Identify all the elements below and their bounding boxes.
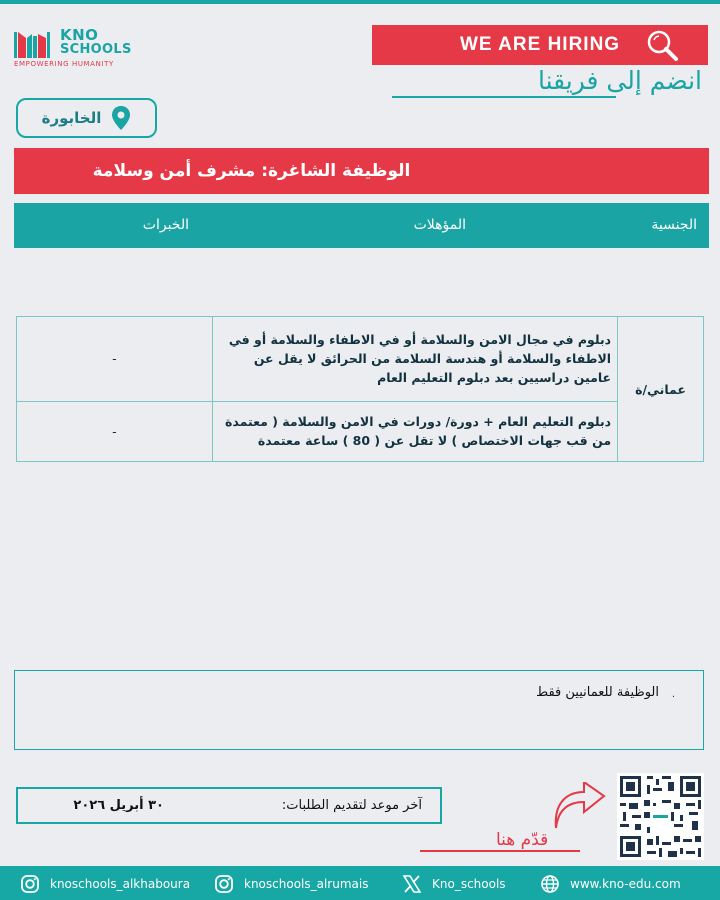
logo-mark-icon <box>14 28 54 58</box>
logo-name-line2: SCHOOLS <box>60 42 132 57</box>
instagram-handle-alrumais[interactable]: knoschools_alrumais <box>244 877 369 891</box>
top-accent-line <box>0 0 720 4</box>
location-badge <box>16 98 157 138</box>
job-title: الوظيفة الشاغرة: مشرف أمن وسلامة <box>92 161 411 181</box>
website-link[interactable]: www.kno-edu.com <box>570 877 681 891</box>
column-nationality: الجنسية <box>651 217 697 233</box>
note-text: الوظيفة للعمانيين فقط <box>536 685 659 700</box>
qualification-cell: دبلوم في مجال الامن والسلامة أو في الاطفاء والسلامة أو في الاطفاء والسلامة أو هندسة السلامة من الحرائق لا يقل عن عامين دراسيين بعد دبلوم التعليم العام <box>212 317 617 402</box>
column-experience: الخبرات <box>142 217 189 233</box>
logo-tagline: EMPOWERING HUMANITY <box>14 60 114 68</box>
apply-here-text[interactable]: قدّم هنا <box>496 830 549 850</box>
instagram-icon <box>214 874 234 894</box>
qr-code[interactable] <box>617 773 704 860</box>
experience-cell: - <box>17 401 213 461</box>
footer-website[interactable] <box>540 874 681 894</box>
qualification-cell: دبلوم التعليم العام + دورة/ دورات في الامن والسلامة ( معتمدة من قب جهات الاختصاص ) لا تقل عن ( 80 ) ساعة معتمدة <box>212 401 617 461</box>
requirements-table <box>16 316 704 462</box>
join-underline <box>392 96 616 98</box>
experience-cell: - <box>17 317 213 402</box>
notes-box <box>14 670 704 750</box>
logo-name-line1: KNO <box>60 26 99 44</box>
instagram-handle-alkhaboura[interactable]: knoschools_alkhaboura <box>50 877 191 891</box>
footer-bar <box>0 866 720 900</box>
column-qualifications: المؤهلات <box>413 217 466 233</box>
curved-arrow-icon <box>552 782 608 830</box>
location-pin-icon <box>111 106 131 130</box>
x-handle[interactable]: Kno_schools <box>432 877 506 891</box>
footer-instagram-alrumais[interactable] <box>214 874 368 894</box>
column-header-bar <box>14 203 709 248</box>
globe-icon <box>540 874 560 894</box>
deadline-label: آخر موعد لتقديم الطلبات: <box>281 798 422 813</box>
table-row <box>17 401 704 461</box>
deadline-box <box>16 787 442 824</box>
nationality-cell: عماني/ة <box>618 317 704 462</box>
x-logo-icon <box>402 874 422 894</box>
bullet-icon: . <box>671 689 675 700</box>
footer-instagram-alkhaboura[interactable] <box>20 874 190 894</box>
search-icon <box>644 27 680 63</box>
table-row <box>17 317 704 402</box>
hiring-banner <box>372 25 708 65</box>
job-title-bar <box>14 148 709 194</box>
hiring-text: WE ARE HIRING <box>460 34 621 55</box>
kno-schools-logo <box>14 26 164 72</box>
apply-underline <box>420 850 580 852</box>
footer-x-account[interactable] <box>402 874 506 894</box>
join-our-team-text: انضم إلى فريقنا <box>537 66 702 95</box>
instagram-icon <box>20 874 40 894</box>
deadline-date: ٣٠ أبريل ٢٠٢٦ <box>73 798 164 813</box>
location-text: الخابورة <box>41 109 102 127</box>
